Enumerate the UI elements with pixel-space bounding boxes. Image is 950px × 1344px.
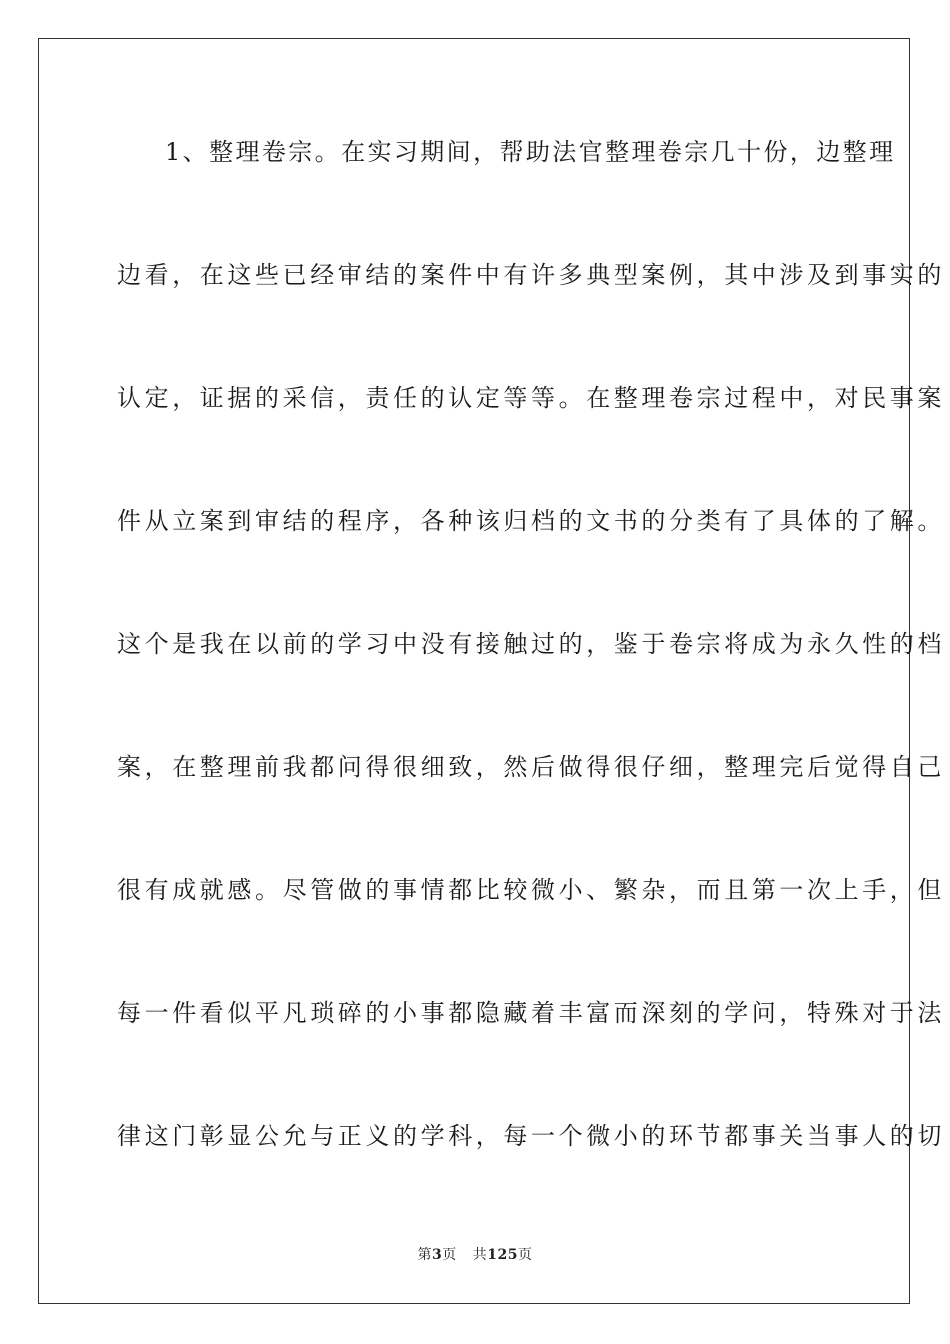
total-pages: 125 <box>487 1247 518 1263</box>
document-body <box>117 124 945 1231</box>
total-suffix: 页 <box>517 1247 533 1263</box>
paragraph-line-3: 认定，证据的采信，责任的认定等等。在整理卷宗过程中，对民事案 <box>117 384 945 412</box>
paragraph-line-7: 很有成就感。尽管做的事情都比较微小、繁杂，而且第一次上手，但 <box>117 876 945 904</box>
paragraph-line-4: 件从立案到审结的程序，各种该归档的文书的分类有了具体的了解。 <box>117 507 945 535</box>
page-number: 3 <box>432 1247 443 1263</box>
paragraph-line-5: 这个是我在以前的学习中没有接触过的，鉴于卷宗将成为永久性的档 <box>117 630 945 658</box>
paragraph-line-1: 1、整理卷宗。在实习期间，帮助法官整理卷宗几十份，边整理 <box>165 138 896 166</box>
paragraph-line-2: 边看，在这些已经审结的案件中有许多典型案例，其中涉及到事实的 <box>117 261 945 289</box>
paragraph-line-8: 每一件看似平凡琐碎的小事都隐藏着丰富而深刻的学问，特殊对于法 <box>117 999 945 1027</box>
page-prefix: 第 <box>417 1247 432 1263</box>
total-prefix: 共 <box>472 1247 488 1263</box>
page-suffix: 页 <box>442 1247 457 1263</box>
paragraph-line-9: 律这门彰显公允与正义的学科，每一个微小的环节都事关当事人的切 <box>117 1122 945 1150</box>
paragraph-line-6: 案，在整理前我都问得很细致，然后做得很仔细，整理完后觉得自己 <box>117 753 945 781</box>
page-footer <box>0 1244 950 1264</box>
